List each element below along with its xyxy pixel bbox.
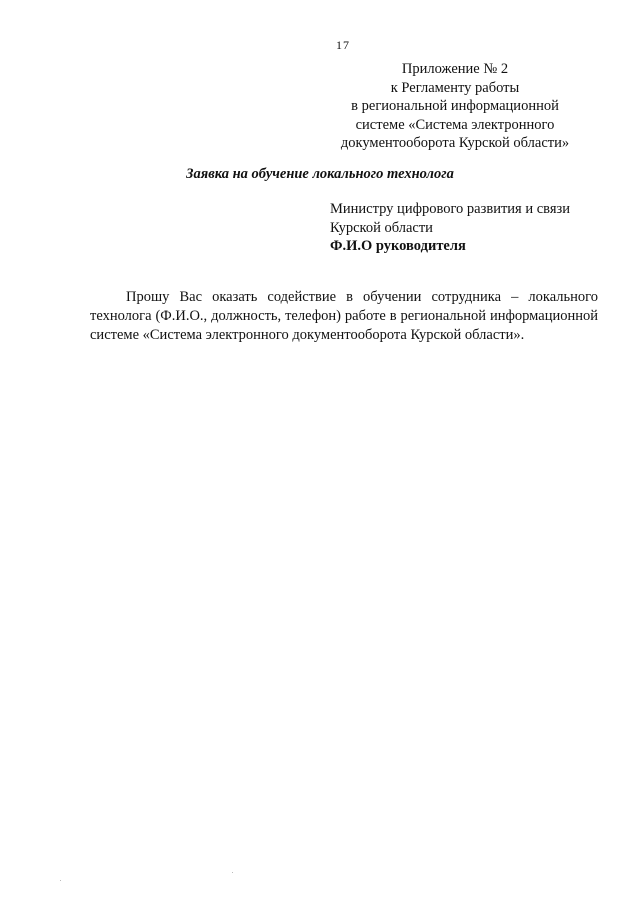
request-paragraph: Прошу Вас оказать содействие в обучении сотрудника – локального технолога (Ф.И.О., должность, телефон) работе в региональной информационной системе «Система электронного документооборота Курской области». xyxy=(90,289,598,343)
scan-artifact xyxy=(60,880,61,881)
addressee-block xyxy=(330,200,610,256)
addressee-head-name: Ф.И.О руководителя xyxy=(330,238,466,254)
appendix-header xyxy=(330,60,580,153)
appendix-line: документооборота Курской области» xyxy=(340,135,570,151)
appendix-line: Приложение № 2 xyxy=(401,61,509,77)
appendix-line: системе «Система электронного xyxy=(355,116,555,133)
scan-artifact xyxy=(232,872,233,873)
page-number: 17 xyxy=(336,38,350,52)
document-title: Заявка на обучение локального технолога xyxy=(186,166,454,182)
appendix-line: в региональной информационной xyxy=(351,98,559,114)
appendix-line: к Регламенту работы xyxy=(390,79,520,96)
addressee-position: Министру цифрового развития и связи xyxy=(330,201,570,217)
addressee-region: Курской области xyxy=(330,219,433,236)
